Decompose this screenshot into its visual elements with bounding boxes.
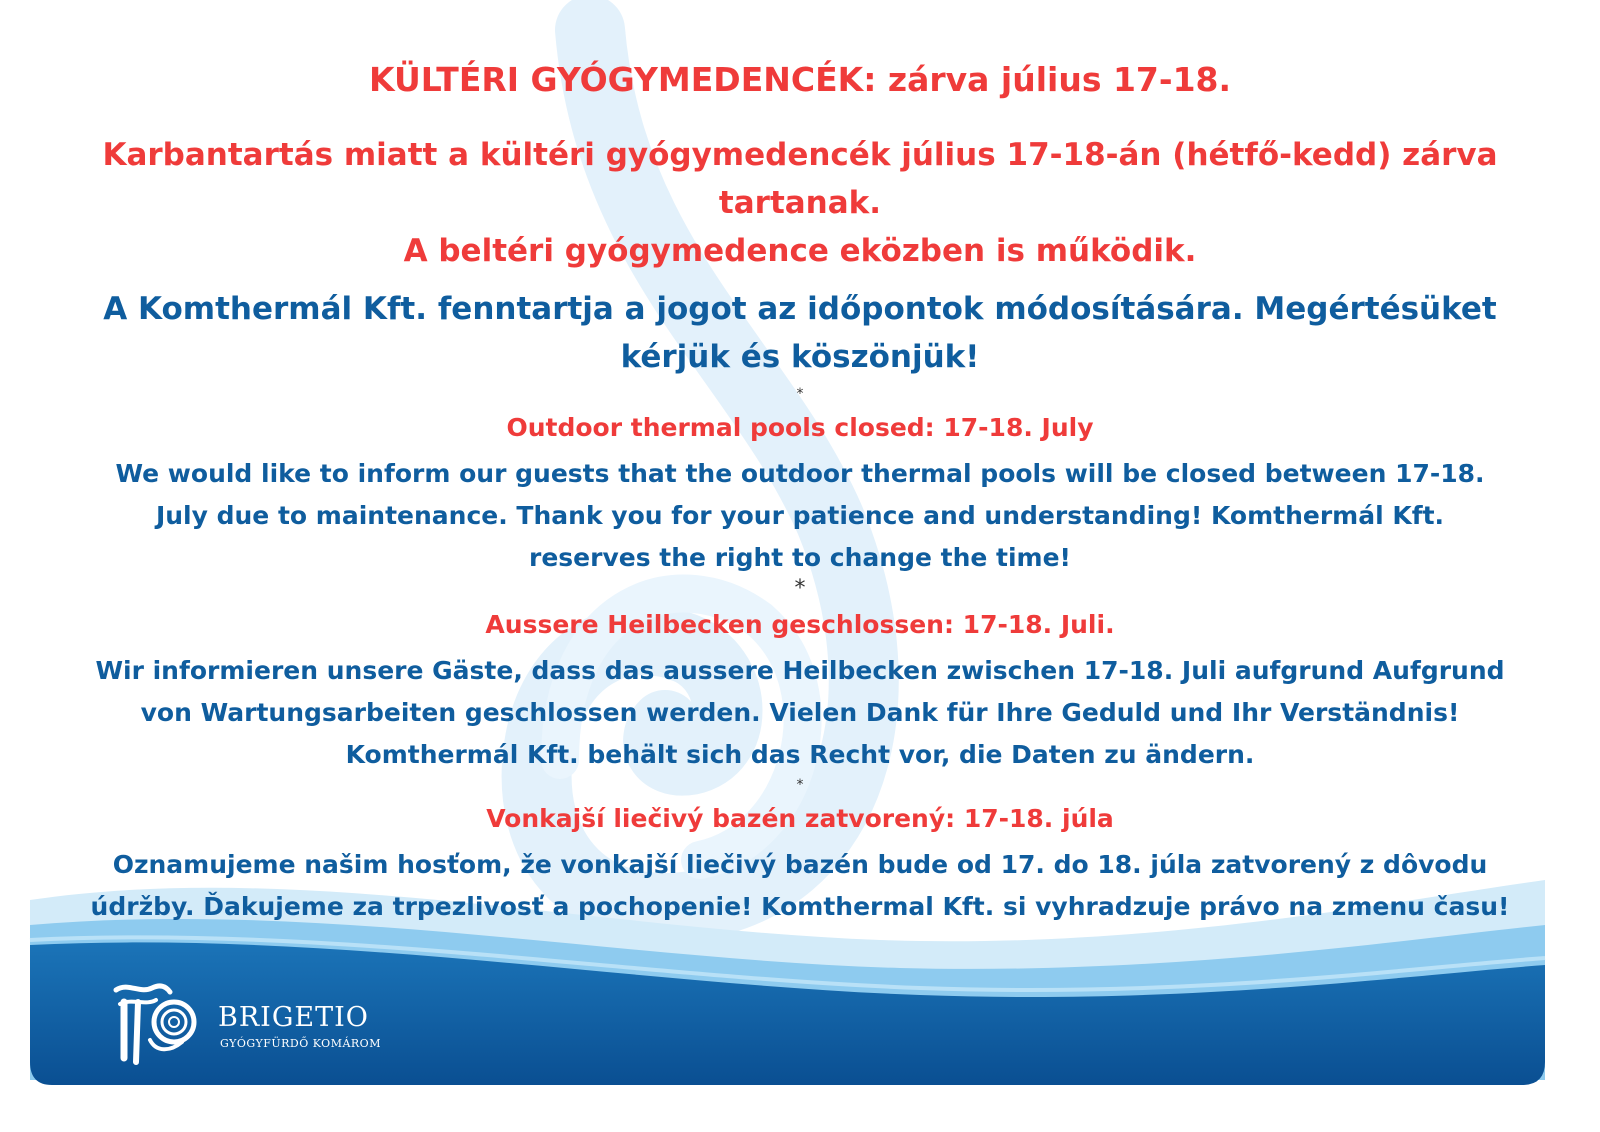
english-line1: We would like to inform our guests that the outdoor thermal pools will be closed between 17-18. bbox=[115, 459, 1485, 488]
hungarian-notice bbox=[40, 285, 1560, 381]
hungarian-notice-line1: A Komthermál Kft. fenntartja a jogot az időpontok módosítására. Megértésüket bbox=[103, 291, 1497, 327]
english-line2: July due to maintenance. Thank you for your patience and understanding! Komthermál Kft. bbox=[155, 501, 1445, 530]
separator-2: * bbox=[794, 576, 806, 601]
english-body bbox=[40, 453, 1560, 579]
hungarian-notice-line2: kérjük és köszönjük! bbox=[620, 339, 980, 375]
hungarian-title: KÜLTÉRI GYÓGYMEDENCÉK: zárva július 17-18. bbox=[368, 60, 1232, 99]
german-line1: Wir informieren unsere Gäste, dass das aussere Heilbecken zwischen 17-18. Juli aufgrund Aufgrund bbox=[95, 656, 1505, 685]
german-title: Aussere Heilbecken geschlossen: 17-18. Juli. bbox=[485, 610, 1115, 639]
german-line3: Komthermál Kft. behält sich das Recht vor, die Daten zu ändern. bbox=[345, 740, 1255, 769]
hungarian-line1: Karbantartás miatt a kültéri gyógymedencék július 17-18-án (hétfő-kedd) zárva bbox=[102, 137, 1498, 173]
slovak-line2: údržby. Ďakujeme za trpezlivosť a pochopenie! Komthermal Kft. si vyhradzuje právo na zmenu času! bbox=[90, 892, 1510, 921]
logo-name: BRIGETIO bbox=[218, 1002, 369, 1033]
separator-3: * bbox=[796, 777, 804, 793]
hungarian-line2: tartanak. bbox=[718, 185, 882, 221]
logo-subtitle: GYÓGYFÜRDŐ KOMÁROM bbox=[220, 1037, 381, 1050]
english-title: Outdoor thermal pools closed: 17-18. July bbox=[506, 413, 1094, 442]
english-line3: reserves the right to change the time! bbox=[529, 543, 1071, 572]
slovak-body bbox=[40, 844, 1560, 928]
slovak-title: Vonkajší liečivý bazén zatvorený: 17-18. júla bbox=[486, 804, 1114, 833]
logo-swirl-icon bbox=[110, 980, 210, 1070]
separator-1: * bbox=[796, 386, 804, 402]
hungarian-closure-text bbox=[40, 131, 1560, 275]
german-line2: von Wartungsarbeiten geschlossen werden. Vielen Dank für Ihre Geduld und Ihr Verständnis! bbox=[140, 698, 1460, 727]
hungarian-line3: A beltéri gyógymedence eközben is működik. bbox=[403, 233, 1197, 269]
german-body bbox=[40, 650, 1560, 776]
brigetio-logo bbox=[110, 980, 410, 1070]
slovak-line1: Oznamujeme našim hosťom, že vonkajší liečivý bazén bude od 17. do 18. júla zatvorený z dôvodu bbox=[112, 850, 1488, 879]
